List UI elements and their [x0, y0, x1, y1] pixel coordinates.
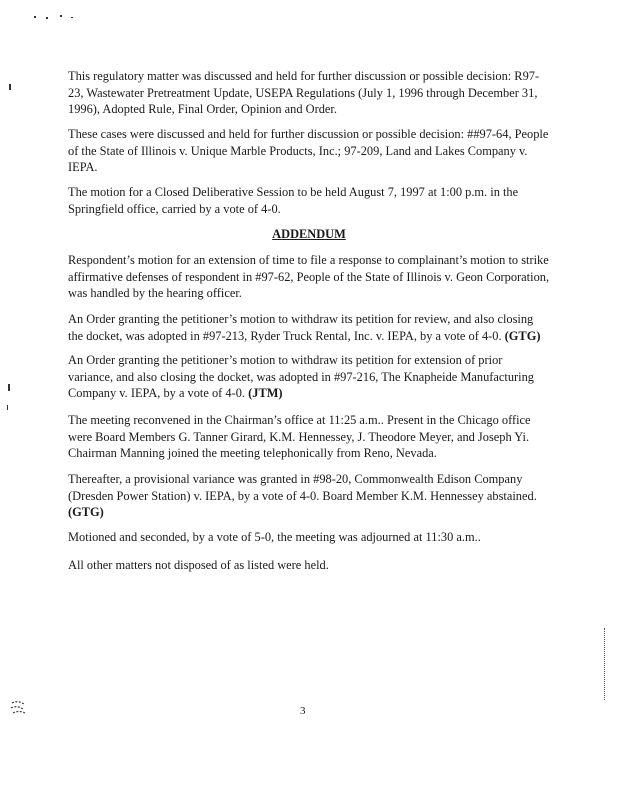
paragraph-closed-session: The motion for a Closed Deliberative Session to be held August 7, 1997 at 1:00 p.m. in the Springfield office, carried by a vote of 4-0. [68, 185, 519, 216]
addendum-item-other-matters [68, 557, 550, 574]
scan-margin-rule [604, 628, 605, 700]
addendum-item-reconvened [68, 412, 550, 462]
addendum-item-geon [68, 252, 550, 302]
addendum-item-ryder [68, 311, 550, 344]
initials-tag: (GTG) [504, 328, 541, 343]
addendum-text: An Order granting the petitioner’s motion to withdraw its petition for review, and also closing the docket, was adopted in #97-213, Ryder Truck Rental, Inc. v. IEPA, by a vote of 4-0. [68, 312, 534, 343]
addendum-item-adjourned [68, 529, 550, 546]
page-number: 3 [300, 705, 306, 717]
initials-tag: (GTG) [68, 505, 104, 519]
scan-mark-icon [9, 700, 27, 716]
scan-speck [8, 384, 10, 391]
addendum-text: Respondent’s motion for an extension of time to file a response to complainant’s motion to strike affirmative defenses of respondent in #97-62, People of the State of Illinois v. Geon Corporation, was handled by the hearing officer. [68, 253, 550, 300]
addendum-item-comed [68, 471, 550, 521]
addendum-heading: ADDENDUM [272, 227, 346, 241]
scan-speck [34, 16, 36, 18]
addendum-text: Thereafter, a provisional variance was granted in #98-20, Commonwealth Edison Company (Dresden Power Station) v. IEPA, by a vote of 4-0. Board Member K.M. Hennessey abstained. [68, 472, 537, 503]
addendum-text: An Order granting the petitioner’s motion to withdraw its petition for extension of prior variance, and also closing the docket, was adopted in #97-216, The Knapheide Manufacturing Company v. IEPA, by a vote of 4-0. [68, 353, 534, 400]
scan-speck [46, 17, 48, 19]
scan-speck [71, 17, 73, 18]
addendum-text: Motioned and seconded, by a vote of 5-0, the meeting was adjourned at 11:30 a.m.. [68, 530, 481, 544]
paragraph-r97-23: This regulatory matter was discussed and held for further discussion or possible decision: R97-23, Wastewater Pretreatment Update, USEPA Regulations (July 1, 1996 through December 31, 1996), Adopted Rule, Final Order, Opinion and Order. [68, 69, 540, 116]
addendum-text: All other matters not disposed of as listed were held. [68, 558, 329, 572]
addendum-item-knapheide [68, 352, 550, 402]
scan-speck [60, 15, 62, 17]
addendum-text: The meeting reconvened in the Chairman’s office at 11:25 a.m.. Present in the Chicago office were Board Members G. Tanner Girard, K.M. Hennessey, J. Theodore Meyer, and Joseph Yi. Chairman Manning joined the meeting telephonically from Reno, Nevada. [68, 413, 531, 460]
scan-speck [7, 405, 8, 410]
paragraph-held-cases: These cases were discussed and held for further discussion or possible decision: ##97-64, People of the State of Illinois v. Unique Marble Products, Inc.; 97-209, Land and Lakes Company v. IEPA. [68, 127, 549, 174]
initials-tag: (JTM) [248, 386, 283, 400]
scan-speck [9, 84, 11, 90]
